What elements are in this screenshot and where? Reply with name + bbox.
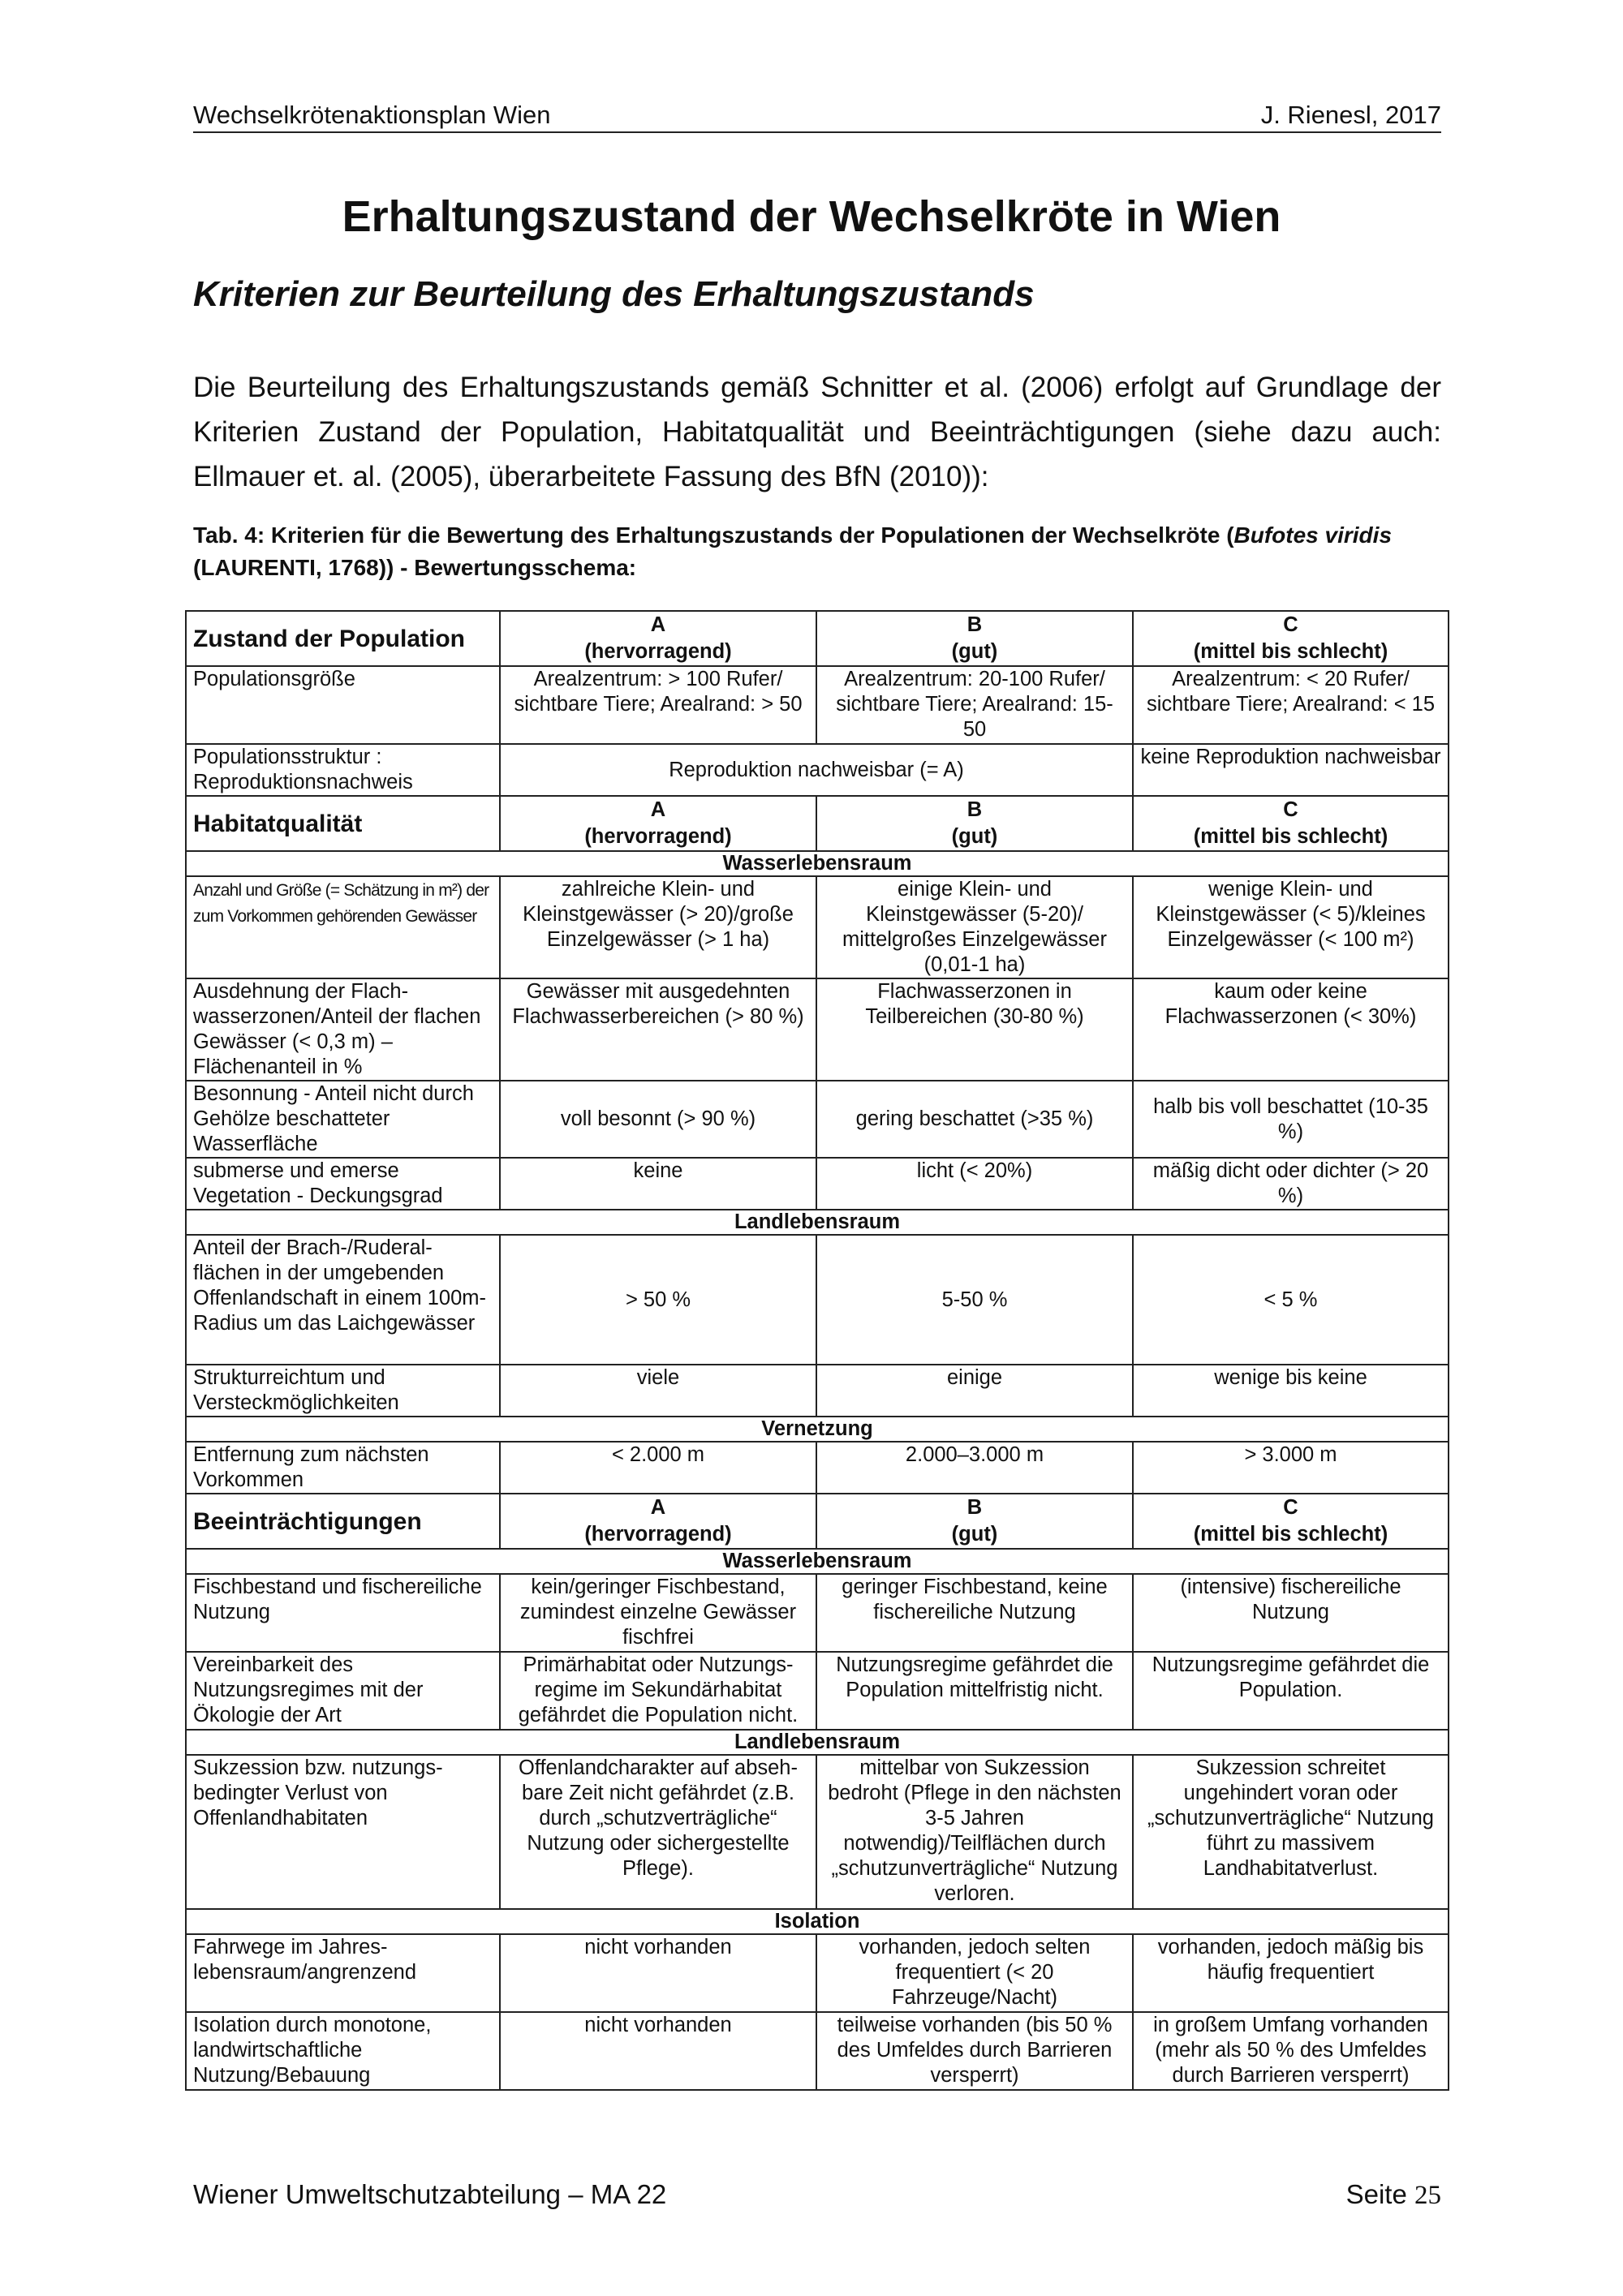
section-impairment: Beeinträchtigungen [186, 1494, 500, 1549]
table-row [186, 1574, 1449, 1652]
grade-c-text: (mittel bis schlecht) [1193, 825, 1388, 848]
caption-prefix: Tab. 4: Kriterien für die Bewertung des Erhaltungszustands der Populationen der Wechselkröte ( [193, 522, 1234, 548]
cell-b: gering beschattet (>35 %) [816, 1081, 1133, 1158]
table-row [186, 1652, 1449, 1730]
footer-department: Wiener Umweltschutzabteilung – MA 22 [193, 2179, 667, 2209]
table-row [186, 1934, 1449, 2012]
band-landlebensraum: Landlebensraum [186, 1730, 1449, 1755]
grade-b-header [816, 611, 1133, 666]
impairment-header-row [186, 1494, 1449, 1549]
table-row [186, 876, 1449, 978]
cell-b: Nutzungsregime gefährdet die Population mittelfristig nicht. [816, 1652, 1133, 1730]
row-label: Fahrwege im Jahres-lebensraum/angrenzend [186, 1934, 500, 2012]
cell-b: licht (< 20%) [816, 1158, 1133, 1210]
grade-c-letter: C [1283, 1496, 1298, 1519]
band-wasserlebensraum: Wasserlebensraum [186, 851, 1449, 876]
grade-c-text: (mittel bis schlecht) [1193, 640, 1388, 663]
section-habitat: Habitatqualität [186, 796, 500, 851]
section-subtitle: Kriterien zur Beurteilung des Erhaltungszustands [193, 274, 1035, 314]
band-row [186, 1549, 1449, 1574]
band-row [186, 1909, 1449, 1934]
grade-a-text: (hervorragend) [584, 640, 732, 663]
table-row [186, 1235, 1449, 1365]
cell-c: Sukzession schreitet ungehindert voran oder „schutzunverträgliche“ Nutzung führt zu massivem Landhabitatverlust. [1133, 1755, 1449, 1909]
grade-b-letter: B [966, 798, 983, 821]
footer-page-number: 25 [1414, 2181, 1441, 2210]
table-row [186, 1081, 1449, 1158]
row-label: submerse und emerse Vegetation - Deckungsgrad [186, 1158, 500, 1210]
cell-c: Nutzungsregime gefährdet die Population. [1133, 1652, 1449, 1730]
grade-a-header [500, 1494, 816, 1549]
grade-a-letter: A [650, 1496, 666, 1519]
cell-a: Arealzentrum: > 100 Rufer/ sichtbare Tiere; Arealrand: > 50 [500, 666, 816, 744]
grade-c-letter: C [1283, 798, 1298, 821]
grade-b-header [816, 796, 1133, 851]
cell-a: < 2.000 m [500, 1442, 816, 1494]
grade-b-letter: B [966, 613, 983, 636]
grade-b-text: (gut) [951, 640, 998, 663]
cell-c: keine Reproduktion nachweisbar [1133, 744, 1449, 796]
table-row [186, 744, 1449, 796]
intro-paragraph: Die Beurteilung des Erhaltungszustands gemäß Schnitter et al. (2006) erfolgt auf Grundlage der Kriterien Zustand der Population, Habitatqualität und Beeinträchtigungen (siehe dazu auch: Ellmauer et. al. (2005), überarbeitete Fassung des BfN (2010)): [193, 372, 1441, 492]
grade-b-header [816, 1494, 1133, 1549]
table-row [186, 1158, 1449, 1210]
grade-c-header [1133, 796, 1449, 851]
cell-a: zahlreiche Klein- und Kleinstgewässer (> 20)/große Einzelgewässer (> 1 ha) [500, 876, 816, 978]
table-row [186, 978, 1449, 1081]
band-landlebensraum: Landlebensraum [186, 1210, 1449, 1235]
band-row [186, 851, 1449, 876]
cell-b: Arealzentrum: 20-100 Rufer/ sichtbare Tiere; Arealrand: 15- 50 [816, 666, 1133, 744]
section-population: Zustand der Population [186, 611, 500, 666]
row-label-text: Anzahl und Größe (= Schätzung in m²) der zum Vorkommen gehörenden Gewässer [193, 881, 489, 926]
cell-b: geringer Fischbestand, keine fischereiliche Nutzung [816, 1574, 1133, 1652]
cell-b: mittelbar von Sukzession bedroht (Pflege in den nächsten 3-5 Jahren notwendig)/Teilflächen durch „schutzunverträgliche“ Nutzung verloren. [816, 1755, 1133, 1909]
cell-c: wenige bis keine [1133, 1365, 1449, 1417]
habitat-header-row [186, 796, 1449, 851]
cell-c: (intensive) fischereiliche Nutzung [1133, 1574, 1449, 1652]
cell-a: nicht vorhanden [500, 1934, 816, 2012]
cell-ab: Reproduktion nachweisbar (= A) [500, 744, 1133, 796]
cell-c: halb bis voll beschattet (10-35 %) [1133, 1081, 1449, 1158]
grade-c-text: (mittel bis schlecht) [1193, 1523, 1388, 1546]
row-label: Anteil der Brach-/Ruderal-flächen in der umgebenden Offenlandschaft in einem 100m-Radius um das Laichgewässer [186, 1235, 500, 1365]
band-vernetzung: Vernetzung [186, 1417, 1449, 1442]
cell-c: Arealzentrum: < 20 Rufer/ sichtbare Tiere; Arealrand: < 15 [1133, 666, 1449, 744]
cell-b: teilweise vorhanden (bis 50 % des Umfeldes durch Barrieren versperrt) [816, 2012, 1133, 2090]
cell-b: 2.000–3.000 m [816, 1442, 1133, 1494]
header-author-year: J. Rienesl, 2017 [1260, 101, 1441, 129]
row-label [186, 876, 500, 978]
cell-b: einige [816, 1365, 1133, 1417]
cell-a: viele [500, 1365, 816, 1417]
band-isolation: Isolation [186, 1909, 1449, 1934]
grade-a-text: (hervorragend) [584, 825, 732, 848]
grade-b-text: (gut) [951, 1523, 998, 1546]
table-row [186, 1442, 1449, 1494]
table-row [186, 1365, 1449, 1417]
page-footer [193, 2179, 1441, 2210]
row-label: Populationsstruktur : Reproduktionsnachweis [186, 744, 500, 796]
grade-a-text: (hervorragend) [584, 1523, 732, 1546]
page-title: Erhaltungszustand der Wechselkröte in Wien [342, 192, 1281, 241]
band-wasserlebensraum: Wasserlebensraum [186, 1549, 1449, 1574]
cell-a: Gewässer mit ausgedehnten Flachwasserbereichen (> 80 %) [500, 978, 816, 1081]
cell-a: Offenlandcharakter auf abseh-bare Zeit nicht gefährdet (z.B. durch „schutzverträgliche“ Nutzung oder sichergestellte Pflege). [500, 1755, 816, 1909]
row-label: Ausdehnung der Flach-wasserzonen/Anteil der flachen Gewässer (< 0,3 m) – Flächenanteil in % [186, 978, 500, 1081]
grade-b-letter: B [966, 1496, 983, 1519]
table-row [186, 1755, 1449, 1909]
row-label: Isolation durch monotone, landwirtschaftliche Nutzung/Bebauung [186, 2012, 500, 2090]
cell-c: mäßig dicht oder dichter (> 20 %) [1133, 1158, 1449, 1210]
cell-b: einige Klein- und Kleinstgewässer (5-20)/ mittelgroßes Einzelgewässer (0,01-1 ha) [816, 876, 1133, 978]
cell-b: 5-50 % [816, 1235, 1133, 1365]
footer-page-label: Seite [1345, 2179, 1407, 2209]
grade-a-header [500, 611, 816, 666]
criteria-table [185, 610, 1449, 2091]
table-row [186, 2012, 1449, 2090]
cell-b: vorhanden, jedoch selten frequentiert (< 20 Fahrzeuge/Nacht) [816, 1934, 1133, 2012]
cell-a: > 50 % [500, 1235, 816, 1365]
cell-a: keine [500, 1158, 816, 1210]
cell-c: kaum oder keine Flachwasserzonen (< 30%) [1133, 978, 1449, 1081]
cell-c: < 5 % [1133, 1235, 1449, 1365]
grade-c-header [1133, 1494, 1449, 1549]
cell-a: voll besonnt (> 90 %) [500, 1081, 816, 1158]
cell-b: Flachwasserzonen in Teilbereichen (30-80 %) [816, 978, 1133, 1081]
cell-c: wenige Klein- und Kleinstgewässer (< 5)/kleines Einzelgewässer (< 100 m²) [1133, 876, 1449, 978]
row-label: Populationsgröße [186, 666, 500, 744]
band-row [186, 1417, 1449, 1442]
band-row [186, 1730, 1449, 1755]
caption-species: Bufotes viridis [1233, 522, 1393, 548]
table-caption [193, 519, 1441, 584]
header-document-title: Wechselkrötenaktionsplan Wien [193, 101, 551, 129]
grade-c-letter: C [1283, 613, 1298, 636]
cell-a: Primärhabitat oder Nutzungs-regime im Sekundärhabitat gefährdet die Population nicht. [500, 1652, 816, 1730]
grade-a-letter: A [650, 613, 666, 636]
population-header-row [186, 611, 1449, 666]
cell-c: vorhanden, jedoch mäßig bis häufig frequentiert [1133, 1934, 1449, 2012]
row-label: Fischbestand und fischereiliche Nutzung [186, 1574, 500, 1652]
grade-b-text: (gut) [951, 825, 998, 848]
running-header [193, 96, 1441, 133]
band-row [186, 1210, 1449, 1235]
footer-page [1346, 2179, 1441, 2211]
cell-a: kein/geringer Fischbestand, zumindest einzelne Gewässer fischfrei [500, 1574, 816, 1652]
table-row [186, 666, 1449, 744]
caption-suffix: (LAURENTI, 1768)) - Bewertungsschema: [193, 555, 637, 580]
cell-c: in großem Umfang vorhanden (mehr als 50 % des Umfeldes durch Barrieren versperrt) [1133, 2012, 1449, 2090]
row-label: Vereinbarkeit des Nutzungsregimes mit der Ökologie der Art [186, 1652, 500, 1730]
cell-a: nicht vorhanden [500, 2012, 816, 2090]
grade-a-letter: A [650, 798, 666, 821]
row-label: Besonnung - Anteil nicht durch Gehölze beschatteter Wasserfläche [186, 1081, 500, 1158]
grade-c-header [1133, 611, 1449, 666]
cell-c: > 3.000 m [1133, 1442, 1449, 1494]
row-label: Entfernung zum nächsten Vorkommen [186, 1442, 500, 1494]
row-label: Sukzession bzw. nutzungs-bedingter Verlust von Offenlandhabitaten [186, 1755, 500, 1909]
row-label: Strukturreichtum und Versteckmöglichkeiten [186, 1365, 500, 1417]
grade-a-header [500, 796, 816, 851]
